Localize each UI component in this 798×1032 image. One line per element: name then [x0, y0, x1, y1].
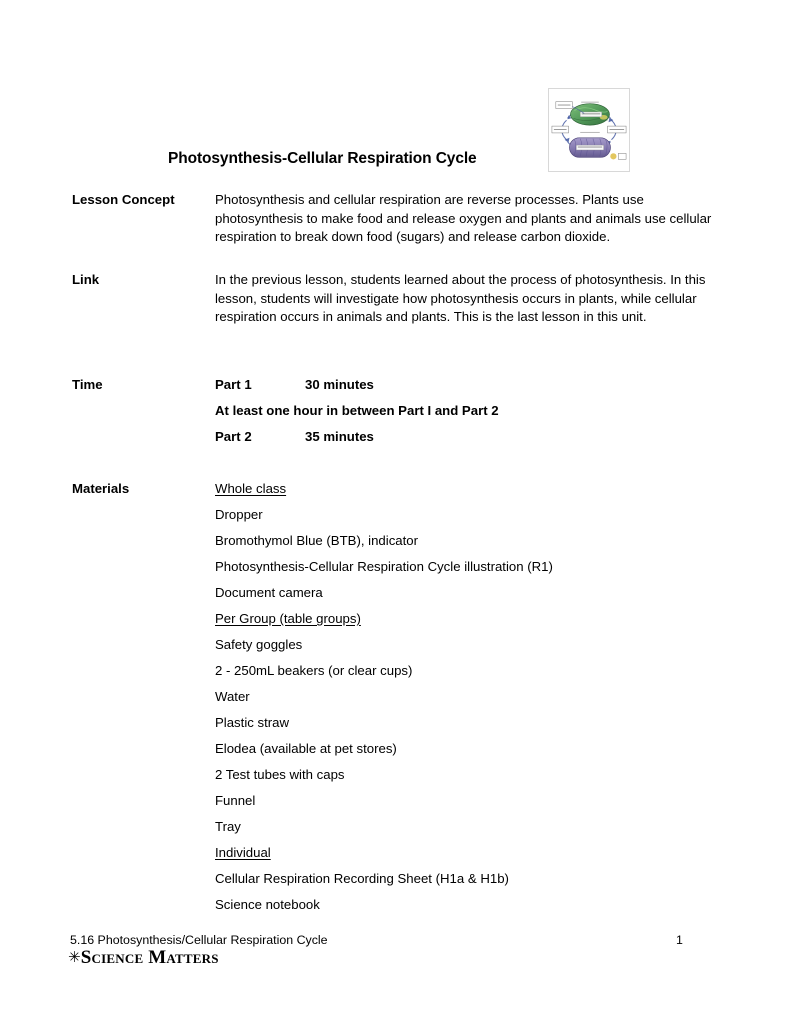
materials-item-label: Whole class: [215, 481, 287, 496]
time-row: [215, 376, 730, 402]
materials-item-label: Document camera: [215, 585, 323, 600]
materials-group-heading: [215, 844, 730, 870]
materials-group-heading: [215, 480, 730, 506]
materials-item-label: Individual: [215, 845, 271, 860]
materials-item-label: Elodea (available at pet stores): [215, 741, 397, 756]
materials-list-item: [215, 662, 730, 688]
cycle-diagram-svg: [549, 89, 629, 171]
footer-title: 5.16 Photosynthesis/Cellular Respiration Cycle: [70, 933, 328, 947]
cycle-diagram-thumbnail: [548, 88, 630, 172]
materials-item-label: Per Group (table groups): [215, 611, 361, 626]
materials-label: Materials: [72, 481, 130, 496]
time-rows: [215, 376, 730, 454]
materials-list-item: [215, 714, 730, 740]
materials-item-label: Water: [215, 689, 250, 704]
science-matters-logo: [68, 946, 219, 969]
materials-item-label: Plastic straw: [215, 715, 290, 730]
time-interval-note: At least one hour in between Part I and Part 2: [215, 403, 499, 418]
time-part-duration: 35 minutes: [305, 429, 374, 444]
materials-list-item: [215, 532, 730, 558]
lesson-concept-text: Photosynthesis and cellular respiration are reverse processes. Plants use photosynthesis to make food and release oxygen and plants and animals use cellular respiration to break down food (sugars) and release carbon dioxide.: [215, 192, 712, 245]
time-part-name: Part 2: [215, 429, 252, 444]
asterisk-icon: ✳: [68, 948, 81, 966]
materials-item-label: 2 Test tubes with caps: [215, 767, 345, 782]
time-label: Time: [72, 377, 103, 392]
materials-list-item: [215, 584, 730, 610]
materials-item-label: Funnel: [215, 793, 256, 808]
mitochondrion-shape: [569, 138, 610, 158]
materials-list: [215, 480, 730, 922]
time-part-name: Part 1: [215, 377, 252, 392]
link-label: Link: [72, 272, 100, 287]
science-matters-logo-text: Science Matters: [80, 947, 219, 968]
materials-item-label: Bromothymol Blue (BTB), indicator: [215, 533, 419, 548]
materials-list-item: [215, 558, 730, 584]
materials-list-item: [215, 792, 730, 818]
chloroplast-shape: [570, 104, 609, 125]
page-title: Photosynthesis-Cellular Respiration Cycle: [168, 150, 477, 167]
materials-list-item: [215, 870, 730, 896]
materials-list-item: [215, 740, 730, 766]
materials-list-item: [215, 506, 730, 532]
time-row: [215, 428, 730, 454]
materials-item-label: Cellular Respiration Recording Sheet (H1a & H1b): [215, 871, 509, 886]
materials-list-item: [215, 818, 730, 844]
materials-item-label: Science notebook: [215, 897, 320, 912]
materials-list-item: [215, 688, 730, 714]
materials-item-label: Photosynthesis-Cellular Respiration Cycle illustration (R1): [215, 559, 553, 574]
materials-group-heading: [215, 610, 730, 636]
link-text: In the previous lesson, students learned about the process of photosynthesis. In this lesson, students will investigate how photosynthesis occurs in plants, while cellular respiration occurs in animals and plants. This is the last lesson in this unit.: [215, 272, 706, 325]
materials-list-item: [215, 636, 730, 662]
time-part-duration: 30 minutes: [305, 377, 374, 392]
materials-item-label: Tray: [215, 819, 241, 834]
materials-list-item: [215, 766, 730, 792]
materials-list-item: [215, 896, 730, 922]
materials-item-label: Safety goggles: [215, 637, 303, 652]
materials-item-label: Dropper: [215, 507, 263, 522]
page-number: 1: [676, 933, 683, 947]
lesson-concept-label: Lesson Concept: [72, 192, 175, 207]
materials-item-label: 2 - 250mL beakers (or clear cups): [215, 663, 413, 678]
